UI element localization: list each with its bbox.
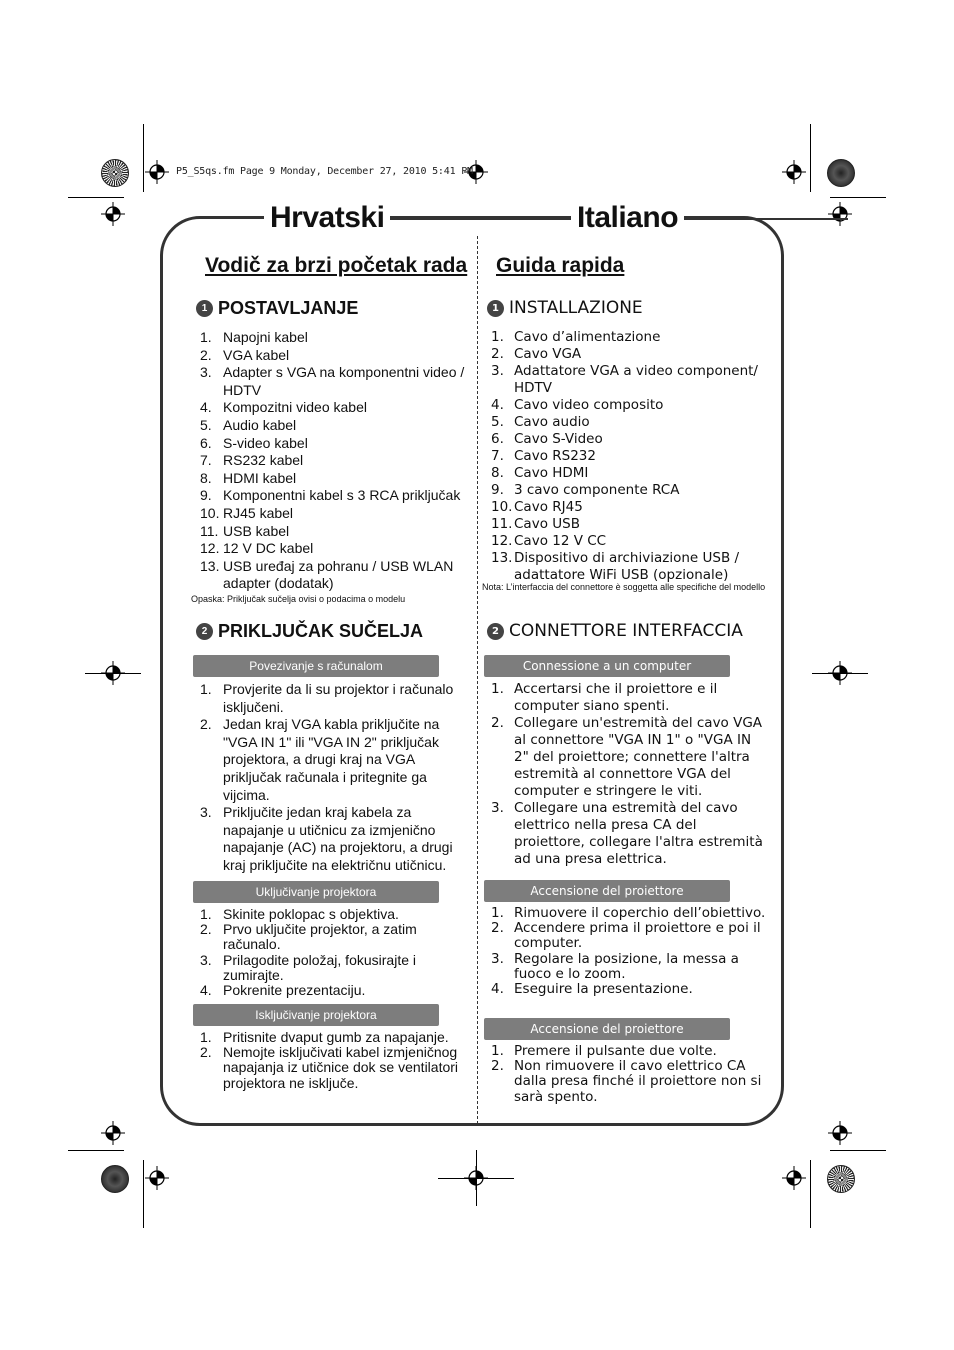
crop-mark: [810, 124, 811, 192]
list-item: [483, 465, 773, 482]
list-item-number: 2.: [491, 1058, 504, 1075]
list-item-text: Napojni kabel: [223, 329, 308, 345]
registration-mark-icon: [145, 1166, 169, 1190]
list-item: [483, 448, 773, 465]
list-item-text: Eseguire la presentazione.: [514, 981, 693, 998]
section-heading-connettore: [487, 621, 743, 641]
list-item-number: 2.: [200, 346, 212, 363]
section-title: INSTALLAZIONE: [509, 298, 643, 318]
list-item-text: Kompozitni video kabel: [223, 399, 367, 416]
section-number-badge: 2: [196, 623, 213, 640]
list-item: [483, 346, 773, 363]
list-item: [192, 953, 472, 983]
list-item-text: Priključite jedan kraj kabela za napajanje u utičnicu za izmjenično napajanje (AC) na projektoru, a drugi kraj priključite na električnu utičnicu.: [223, 804, 453, 873]
list-item: [483, 800, 768, 868]
subheading-bar-connect-hr: Povezivanje s računalom: [193, 655, 439, 677]
list-item-number: 3.: [491, 363, 504, 379]
list-item-text: Cavo 12 V CC: [514, 533, 607, 549]
list-item: [483, 550, 773, 584]
list-item-text: Adattatore VGA a video component/ HDTV: [514, 363, 758, 396]
section-number-badge: 2: [487, 623, 504, 640]
list-item-number: 8.: [200, 469, 212, 486]
list-item-text: RS232 kabel: [223, 452, 304, 469]
list-item-number: 9.: [491, 482, 504, 498]
crop-mark: [810, 1160, 811, 1228]
list-item: [483, 431, 773, 448]
subheading-bar-poweroff-hr: Isključivanje projektora: [193, 1004, 439, 1026]
registration-mark-icon: [828, 202, 852, 226]
note-hr: Opaska: Priključak sučelja ovisi o podacima o modelu: [191, 594, 406, 604]
color-bar-disc: [827, 159, 855, 187]
list-item-number: 2.: [491, 715, 504, 731]
list-item-number: 1.: [491, 329, 504, 345]
section-number-badge: 1: [487, 300, 504, 317]
steps-poweron-it: [483, 906, 768, 997]
list-item-number: 12.: [491, 533, 513, 549]
list-item: [192, 523, 477, 541]
section-title: PRIKLJUČAK SUČELJA: [218, 621, 424, 641]
list-item-text: Non rimuovere il cavo elettrico CA dalla presa finché il proiettore non si sarà spento.: [514, 1058, 762, 1105]
list-item-number: 10.: [491, 499, 513, 515]
list-item: [192, 435, 477, 453]
registration-mark-icon: [101, 1121, 125, 1145]
list-item: [192, 558, 477, 593]
list-item-text: Rimuovere il coperchio dell’obiettivo.: [514, 905, 766, 921]
list-item: [192, 417, 477, 435]
list-item: [483, 952, 768, 982]
steps-connect-it: [483, 681, 768, 868]
crop-mark: [830, 1150, 886, 1151]
section-title: CONNETTORE INTERFACCIA: [509, 621, 743, 641]
list-item: [192, 922, 472, 952]
list-item: [192, 907, 472, 922]
subheading-bar-connect-it: Connessione a un computer: [484, 655, 730, 677]
list-item: [192, 399, 477, 417]
list-item-text: Cavo RS232: [514, 448, 596, 464]
list-item-number: 3.: [200, 804, 212, 821]
subheading-bar-poweron-hr: Uključivanje projektora: [193, 881, 439, 903]
list-item-number: 1.: [200, 1029, 212, 1045]
list-item-text: Collegare un'estremità del cavo VGA al connettore "VGA IN 1" o "VGA IN 2" del proiettore; connettere l'altra estremità al connettore VGA del computer e stringere le viti.: [514, 715, 763, 799]
color-bar-disc: [101, 159, 129, 187]
list-item: [483, 921, 768, 951]
list-item: [192, 505, 477, 523]
list-item-text: Cavo RJ45: [514, 499, 583, 515]
list-item-text: Audio kabel: [223, 416, 297, 433]
list-item-number: 4.: [200, 982, 212, 999]
list-item: [483, 482, 773, 499]
list-item: [483, 681, 768, 715]
list-item: [483, 982, 768, 997]
list-item: [192, 452, 477, 470]
section-heading-prikljucak: [196, 621, 423, 642]
crop-mark: [830, 197, 886, 198]
list-item-number: 2.: [200, 1044, 212, 1061]
registration-mark-icon: [782, 160, 806, 184]
list-item: [192, 540, 477, 558]
list-item-number: 6.: [200, 434, 212, 451]
list-item: [192, 716, 472, 804]
list-item-text: Collegare una estremità del cavo elettrico nella presa CA del proiettore, collegare l'altra estremità ad una presa elettrica.: [514, 800, 763, 867]
list-item-number: 4.: [200, 399, 212, 416]
list-item-text: Cavo video composito: [514, 397, 664, 413]
list-item-text: Regolare la posizione, la messa a fuoco e lo zoom.: [514, 950, 739, 982]
steps-connect-hr: [192, 681, 472, 875]
guide-title-it: Guida rapida: [496, 254, 625, 277]
steps-poweroff-hr: [192, 1030, 472, 1091]
section-number-badge: 1: [196, 300, 213, 317]
list-item: [483, 516, 773, 533]
list-item-number: 2.: [491, 346, 504, 362]
list-item-text: Cavo d’alimentazione: [514, 329, 661, 345]
section-heading-postavljanje: [196, 298, 358, 319]
list-item-text: 12 V DC kabel: [223, 540, 314, 557]
list-item: [483, 906, 768, 921]
list-item: [483, 1059, 768, 1105]
list-item: [483, 363, 773, 397]
list-item-number: 3.: [200, 364, 212, 381]
list-item-text: HDMI kabel: [223, 469, 297, 486]
list-item: [192, 329, 477, 347]
list-item-text: Accendere prima il proiettore e poi il computer.: [514, 920, 761, 952]
color-bar-disc: [827, 1165, 855, 1193]
crop-mark: [143, 1160, 144, 1228]
list-item: [192, 470, 477, 488]
section-heading-installazione: [487, 298, 643, 318]
list-item-number: 7.: [491, 448, 504, 464]
crop-mark: [812, 673, 868, 674]
list-item-text: Prilagodite položaj, fokusirajte i zumirajte.: [223, 951, 416, 983]
registration-mark-icon: [782, 1166, 806, 1190]
list-item: [483, 715, 768, 800]
column-divider: [477, 236, 478, 1124]
list-item-number: 2.: [200, 716, 212, 733]
crop-mark: [68, 1150, 124, 1151]
list-item-number: 3.: [491, 800, 504, 816]
list-item-number: 4.: [491, 397, 504, 413]
list-item: [483, 397, 773, 414]
list-item-number: 10.: [200, 504, 220, 521]
list-item-text: S-video kabel: [223, 434, 308, 451]
list-item-text: Prvo uključite projektor, a zatim računalo.: [223, 921, 417, 953]
cable-list-it: [483, 329, 773, 584]
subheading-bar-poweron-it: Accensione del proiettore: [484, 880, 730, 902]
crop-mark: [68, 197, 124, 198]
file-header-line: P5_S5qs.fm Page 9 Monday, December 27, 2010 5:41 PM: [176, 166, 473, 177]
list-item-number: 3.: [200, 951, 212, 968]
cable-list-hr: [192, 329, 477, 593]
list-item-text: Cavo VGA: [514, 346, 582, 362]
list-item-text: RJ45 kabel: [223, 504, 294, 521]
list-item-text: Jedan kraj VGA kabla priključite na "VGA IN 1" ili "VGA IN 2" priključak projektora, a drugi kraj na VGA priključak računala i pritegnite ga vijcima.: [223, 716, 440, 803]
section-title: POSTAVLJANJE: [218, 298, 359, 318]
color-bar-disc: [101, 1165, 129, 1193]
list-item-text: USB uređaj za pohranu / USB WLAN adapter (dodatak): [223, 557, 454, 592]
list-item-number: 11.: [491, 516, 513, 532]
title-hrvatski: Hrvatski: [264, 198, 390, 238]
crop-mark: [85, 673, 141, 674]
subheading-bar-poweroff-it: Accensione del proiettore: [484, 1018, 730, 1040]
list-item-number: 4.: [491, 981, 504, 998]
list-item-number: 5.: [491, 414, 504, 430]
list-item: [192, 364, 477, 399]
list-item-text: Cavo USB: [514, 516, 580, 532]
list-item: [483, 414, 773, 431]
registration-mark-icon: [828, 1121, 852, 1145]
note-it: Nota: L’interfaccia del connettore è soggetta alle specifiche del modello: [482, 582, 766, 592]
steps-poweron-hr: [192, 907, 472, 998]
list-item-number: 1.: [491, 1043, 504, 1059]
list-item-text: VGA kabel: [223, 346, 290, 363]
list-item-number: 1.: [491, 681, 504, 697]
list-item-text: Nemojte isključivati kabel izmjeničnog napajanja iz utičnice dok se ventilatori projektora ne isključe.: [223, 1044, 459, 1091]
list-item: [192, 1030, 472, 1045]
list-item: [192, 1045, 472, 1091]
guide-title-hr: Vodič za brzi početak rada: [205, 254, 468, 277]
list-item: [483, 1044, 768, 1059]
list-item-number: 1.: [491, 905, 504, 921]
list-item-number: 12.: [200, 540, 220, 557]
list-item-number: 7.: [200, 452, 212, 469]
list-item-number: 1.: [200, 329, 212, 345]
list-item-text: Cavo S-Video: [514, 431, 603, 447]
list-item-number: 13.: [491, 550, 513, 566]
list-item-number: 1.: [200, 906, 212, 922]
list-item: [483, 499, 773, 516]
list-item-number: 2.: [491, 920, 504, 937]
list-item-text: Pritisnite dvaput gumb za napajanje.: [223, 1029, 449, 1045]
crop-mark: [143, 124, 144, 192]
list-item-number: 13.: [200, 557, 220, 574]
list-item: [483, 533, 773, 550]
list-item-text: Provjerite da li su projektor i računalo isključeni.: [223, 681, 454, 715]
title-italiano: Italiano: [571, 198, 684, 238]
list-item-text: Cavo HDMI: [514, 465, 589, 481]
list-item-text: Skinite poklopac s objektiva.: [223, 906, 399, 922]
list-item: [192, 983, 472, 998]
list-item-number: 8.: [491, 465, 504, 481]
list-item-text: Cavo audio: [514, 414, 590, 430]
list-item-number: 5.: [200, 416, 212, 433]
list-item-number: 1.: [200, 681, 212, 697]
list-item-text: Adapter s VGA na komponentni video / HDTV: [223, 364, 465, 398]
registration-mark-icon: [101, 202, 125, 226]
list-item-text: Accertarsi che il proiettore e il computer siano spenti.: [514, 681, 718, 714]
list-item: [192, 681, 472, 716]
list-item: [192, 804, 472, 874]
list-item-number: 3.: [491, 950, 504, 967]
list-item-text: Dispositivo di archiviazione USB / adattatore WiFi USB (opzionale): [514, 550, 740, 583]
list-item-number: 11.: [200, 522, 219, 539]
list-item-number: 9.: [200, 487, 212, 504]
list-item: [192, 487, 477, 505]
list-item-text: Komponentni kabel s 3 RCA priključak: [223, 487, 461, 504]
steps-poweroff-it: [483, 1044, 768, 1105]
list-item-text: Premere il pulsante due volte.: [514, 1043, 717, 1059]
list-item-text: Pokrenite prezentaciju.: [223, 982, 366, 999]
list-item-text: USB kabel: [223, 522, 290, 539]
crop-mark: [476, 1150, 477, 1206]
list-item: [483, 329, 773, 346]
list-item-number: 6.: [491, 431, 504, 447]
list-item-text: 3 cavo componente RCA: [514, 482, 680, 498]
list-item: [192, 347, 477, 365]
list-item-number: 2.: [200, 921, 212, 938]
registration-mark-icon: [145, 160, 169, 184]
